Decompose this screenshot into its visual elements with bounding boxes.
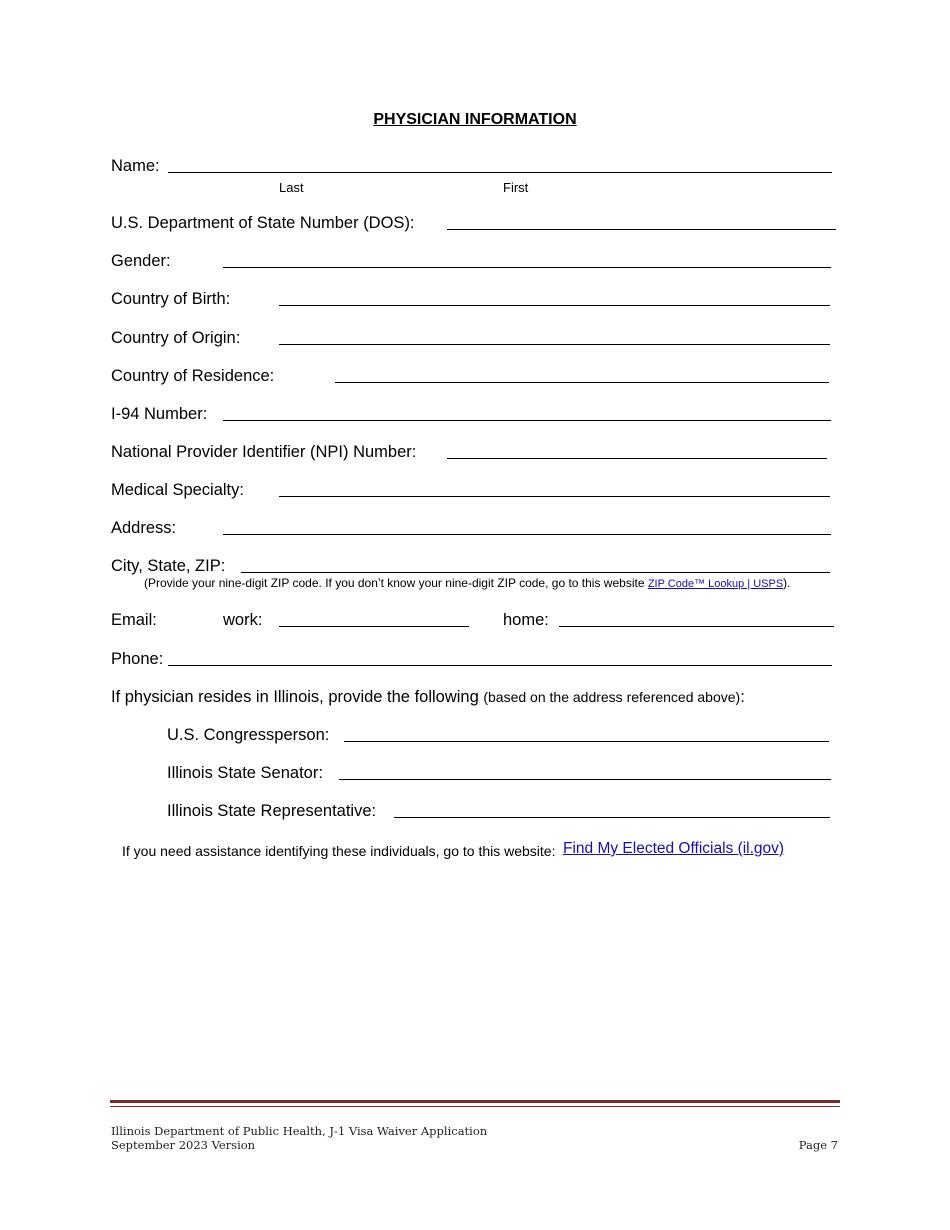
name-sublabel-first: First (503, 180, 529, 195)
footer-org: Illinois Department of Public Health, J-1 Visa Waiver Application (111, 1124, 488, 1138)
state-representative-label: Illinois State Representative: (167, 802, 377, 820)
dos-field[interactable] (447, 229, 836, 230)
state-senator-field[interactable] (339, 779, 831, 780)
email-work-label: work: (223, 611, 263, 629)
gender-field[interactable] (223, 267, 831, 268)
find-elected-officials-link[interactable]: Find My Elected Officials (il.gov) (563, 840, 785, 857)
email-home-field[interactable] (559, 626, 834, 627)
country-of-origin-field[interactable] (279, 344, 830, 345)
i94-number-label: I-94 Number: (111, 405, 208, 423)
address-label: Address: (111, 519, 177, 537)
npi-number-label: National Provider Identifier (NPI) Number: (111, 443, 417, 461)
gender-label: Gender: (111, 252, 171, 270)
state-representative-field[interactable] (394, 817, 830, 818)
zip-note (144, 576, 791, 590)
country-of-origin-label: Country of Origin: (111, 329, 241, 347)
email-label: Email: (111, 611, 157, 629)
page-number: Page 7 (798, 1138, 838, 1152)
help-text: If you need assistance identifying these individuals, go to this website: (122, 843, 556, 859)
congressperson-label: U.S. Congressperson: (167, 726, 330, 744)
footer-rule (110, 1100, 840, 1103)
country-of-residence-label: Country of Residence: (111, 367, 275, 385)
footer-version: September 2023 Version (111, 1138, 256, 1152)
email-work-field[interactable] (279, 626, 469, 627)
name-field[interactable] (168, 172, 832, 173)
country-of-birth-label: Country of Birth: (111, 290, 231, 308)
phone-label: Phone: (111, 650, 164, 668)
name-label: Name: (111, 157, 160, 175)
phone-field[interactable] (168, 665, 832, 666)
country-of-residence-field[interactable] (335, 382, 829, 383)
email-home-label: home: (503, 611, 549, 629)
medical-specialty-field[interactable] (279, 496, 830, 497)
medical-specialty-label: Medical Specialty: (111, 481, 244, 499)
illinois-instruction-text: If physician resides in Illinois, provide the following (111, 688, 484, 706)
illinois-instruction (111, 688, 745, 707)
illinois-instruction-paren: (based on the address referenced above) (483, 689, 741, 705)
page-title: PHYSICIAN INFORMATION (373, 111, 577, 128)
npi-number-field[interactable] (447, 458, 827, 459)
dos-label: U.S. Department of State Number (DOS): (111, 214, 415, 232)
address-field[interactable] (223, 534, 831, 535)
city-state-zip-field[interactable] (241, 572, 830, 573)
illinois-instruction-colon: : (740, 688, 745, 706)
zip-lookup-link[interactable]: ZIP Code™ Lookup | USPS (647, 578, 784, 590)
state-senator-label: Illinois State Senator: (167, 764, 323, 782)
congressperson-field[interactable] (344, 741, 829, 742)
name-sublabel-last: Last (279, 180, 304, 195)
zip-note-text: (Provide your nine-digit ZIP code. If you don’t know your nine-digit ZIP code, go to this website (144, 576, 648, 590)
footer-rule-thin (110, 1106, 840, 1107)
city-state-zip-label: City, State, ZIP: (111, 557, 226, 575)
zip-note-end: ). (783, 576, 791, 590)
country-of-birth-field[interactable] (279, 305, 830, 306)
i94-number-field[interactable] (223, 420, 831, 421)
